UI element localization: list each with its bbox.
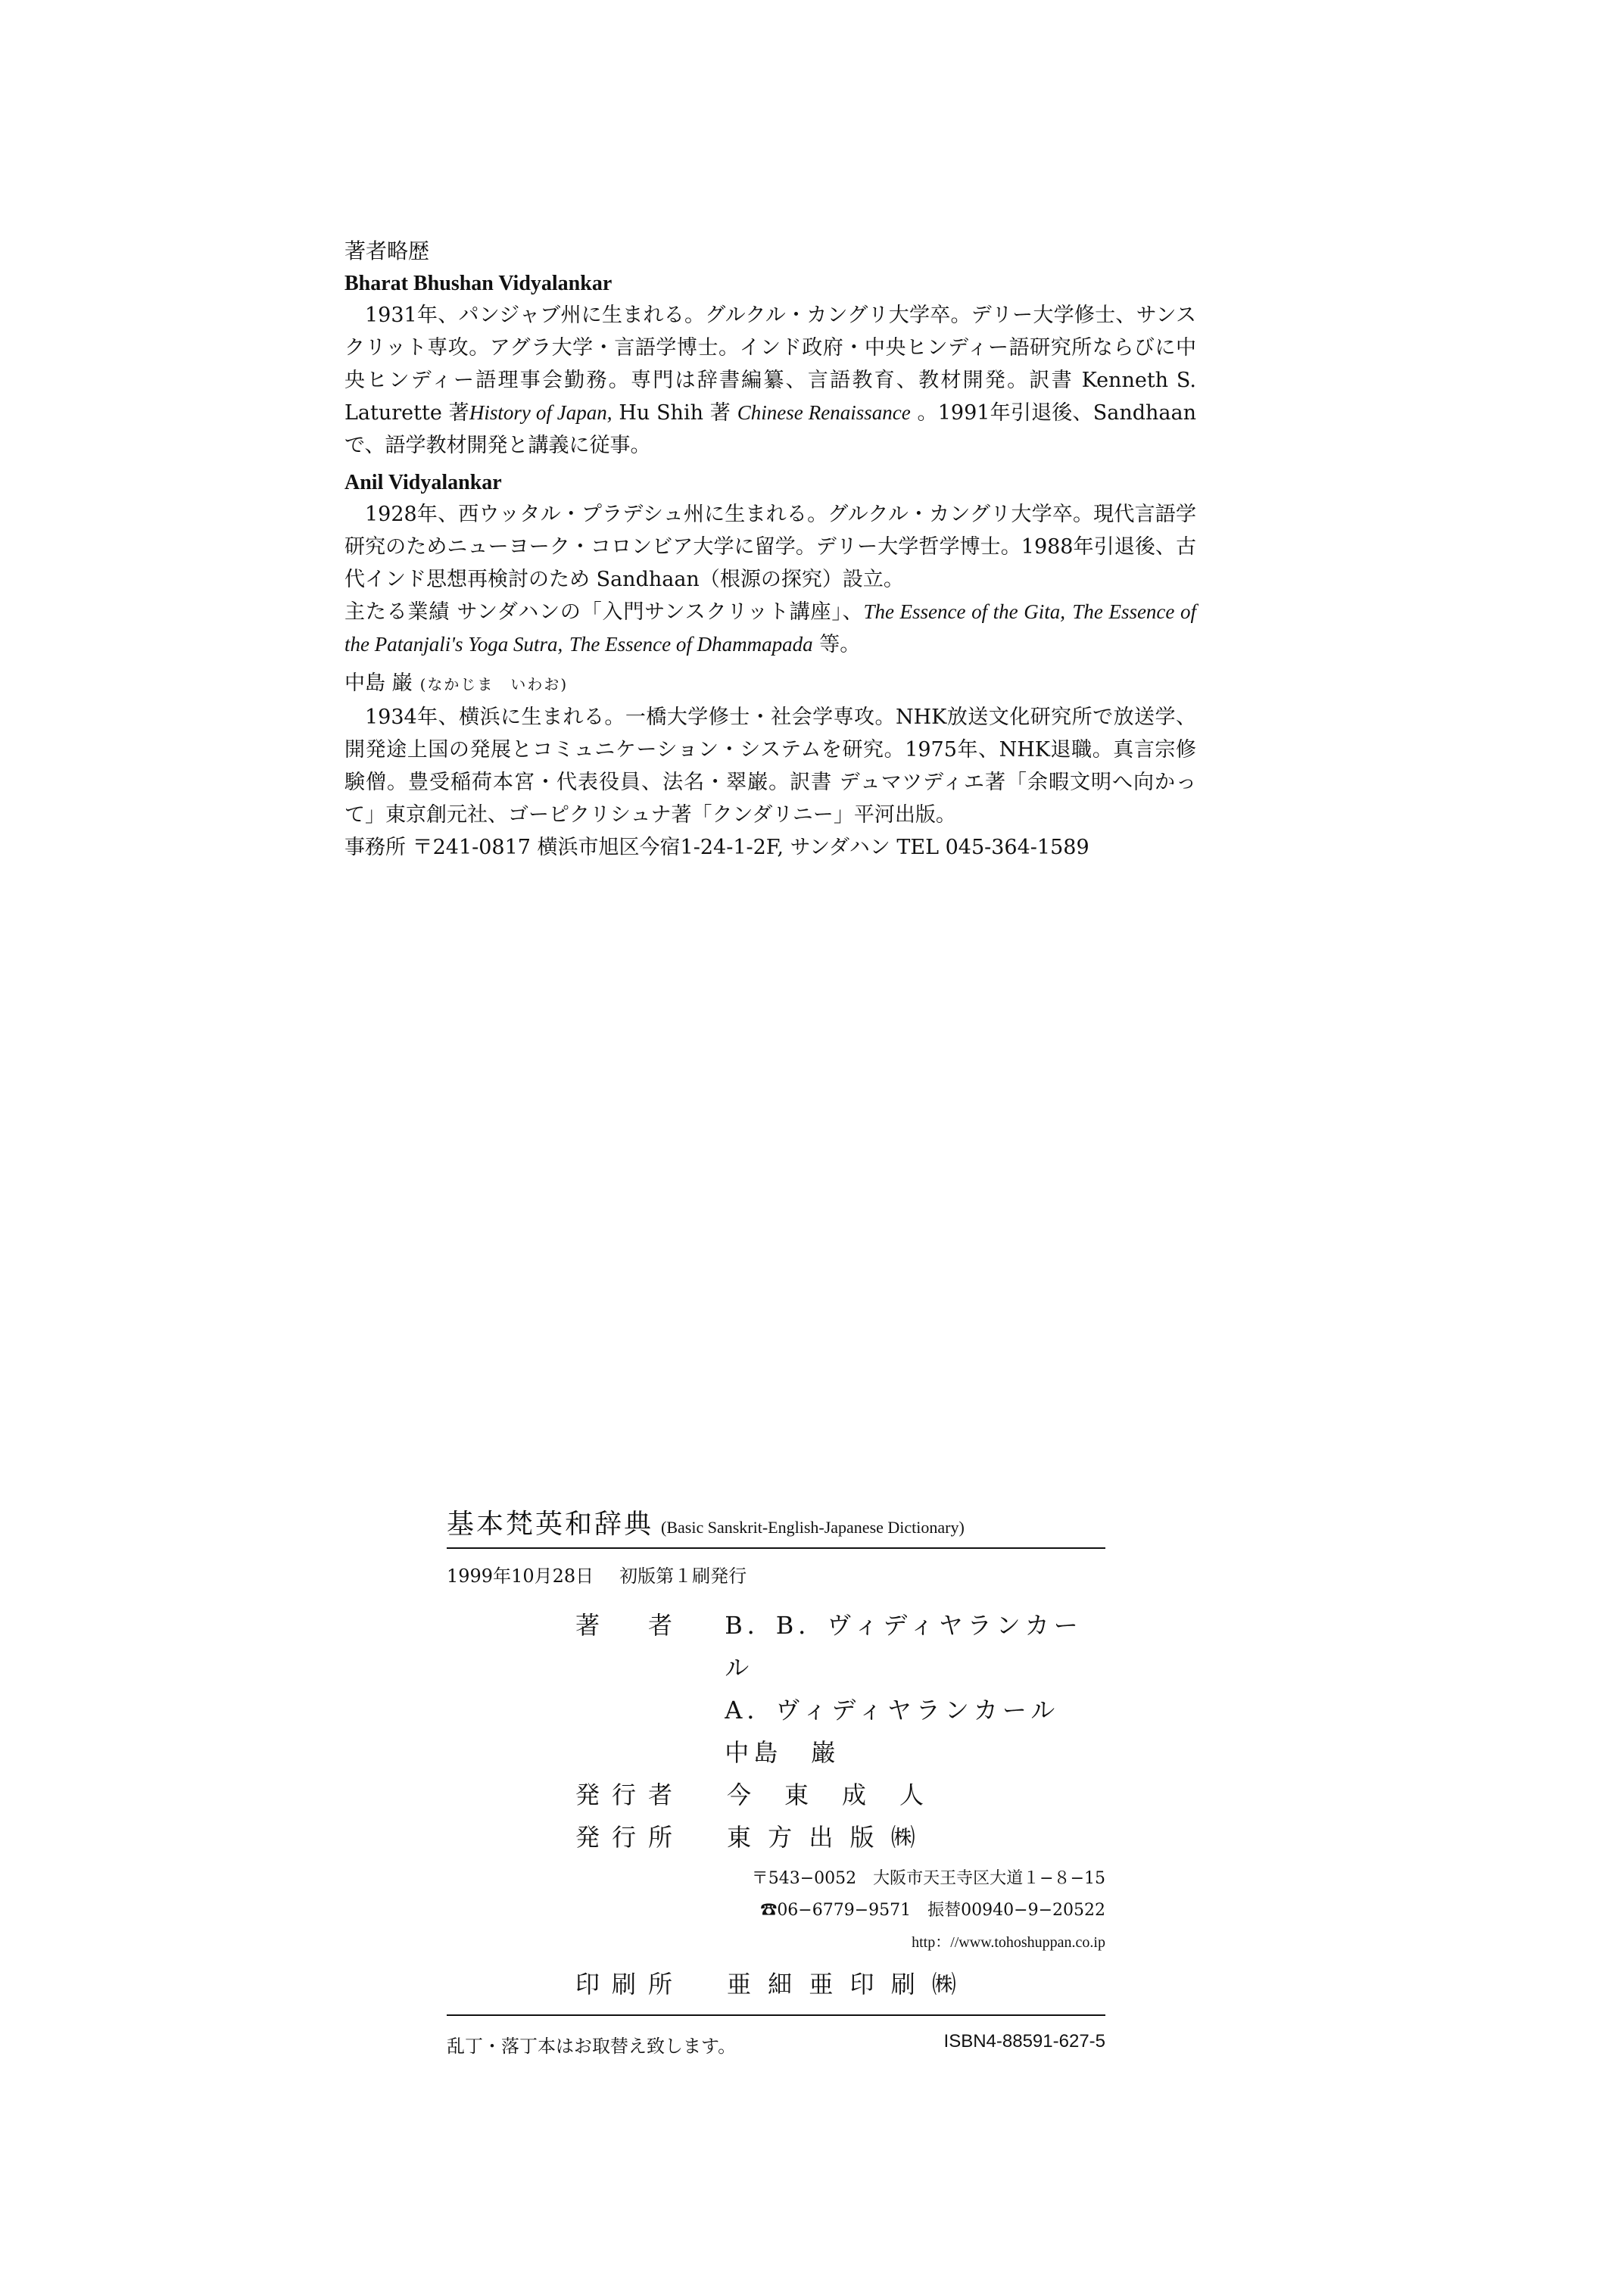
author1-bio-text3: 。1991年引退後、Sandhaanで、語学教材開発と講義に従事。 bbox=[344, 401, 1196, 457]
author2-bio: 1928年、西ウッタル・プラデシュ州に生まれる。グルクル・カングリ大学卒。現代言語学研究のためニューヨーク・コロンビア大学に留学。デリー大学哲学博士。1988年引退後、古代インド思想再検討のため Sandhaan（根源の探究）設立。 bbox=[344, 503, 1196, 591]
isbn: ISBN4-88591-627-5 bbox=[943, 2031, 1105, 2052]
publisher-address-block bbox=[575, 1863, 1105, 1958]
author2-work1: The Essence of the Gita, bbox=[863, 600, 1065, 623]
publication-date bbox=[447, 1561, 1105, 1604]
office-address: 事務所 〒241-0817 横浜市旭区今宿1-24-1-2F, サンダハン TEL 045-364-1589 bbox=[344, 836, 1089, 859]
authors-label: 著 者 bbox=[575, 1611, 685, 1640]
author2-work3: The Essence of Dhammapada bbox=[569, 633, 813, 656]
author1-bio bbox=[344, 299, 1196, 462]
author1-name: Bharat Bhushan Vidyalankar bbox=[344, 272, 613, 295]
author1-book1: History of Japan, bbox=[469, 401, 613, 424]
issuer-row bbox=[575, 1774, 1105, 1816]
author2-works-intro: 主たる業績 サンダハンの「入門サンスクリット講座」、 bbox=[344, 600, 864, 624]
author-entry: 中島 巌 bbox=[725, 1738, 840, 1767]
author2-name: Anil Vidyalankar bbox=[344, 471, 502, 494]
publisher-address: 〒543−0052 大阪市天王寺区大道１−８−15 bbox=[751, 1869, 1105, 1888]
replacement-notice: 乱丁・落丁本はお取替え致します。 bbox=[447, 2036, 737, 2057]
author3-reading: (なかじま いわお) bbox=[419, 675, 569, 693]
book-title bbox=[447, 1503, 1105, 1549]
book-title-en: (Basic Sanskrit-English-Japanese Dictionary) bbox=[661, 1518, 965, 1537]
date-text: 1999年10月28日 bbox=[447, 1566, 594, 1587]
author2-works bbox=[344, 596, 1196, 661]
author2-work2: The Essence of the Patanjali's Yoga Sutra, bbox=[344, 600, 1196, 656]
authors-row bbox=[575, 1604, 1105, 1774]
book-title-ja: 基本梵英和辞典 bbox=[447, 1509, 654, 1540]
author3-bio: 1934年、横浜に生まれる。一橋大学修士・社会学専攻。NHK放送文化研究所で放送学、開発途上国の発展とコミュニケーション・システムを研究。1975年、NHK退職。真言宗修験僧。豊受稲荷本宮・代表役員、法名・翠巌。訳書 デュマツディエ著「余暇文明へ向かって」東京創元社、ゴーピクリシュナ著「クンダリニー」平河出版。 bbox=[344, 706, 1196, 827]
author2-works-end: 等。 bbox=[812, 633, 861, 656]
colophon bbox=[447, 1503, 1105, 2058]
printer-label: 印刷所 bbox=[575, 1970, 685, 1999]
printer-row bbox=[575, 1963, 1105, 2005]
issuer-label: 発行者 bbox=[575, 1781, 685, 1809]
publisher-url: http：//www.tohoshuppan.co.ip bbox=[912, 1934, 1105, 1951]
printer-value: 亜 細 亜 印 刷 ㈱ bbox=[727, 1970, 961, 1999]
author-biographies bbox=[344, 235, 1196, 864]
author-entry: A．ヴィディヤランカール bbox=[725, 1696, 1060, 1724]
author1-bio-text2: Hu Shih 著 bbox=[612, 401, 737, 425]
publisher-row bbox=[575, 1816, 1105, 1858]
author3-header bbox=[344, 667, 1196, 701]
credits bbox=[575, 1604, 1105, 2005]
author1-bio-text: 1931年、パンジャブ州に生まれる。グルクル・カングリ大学卒。デリー大学修士、サンスクリット専攻。アグラ大学・言語学博士。インド政府・中央ヒンディー語研究所ならびに中央ヒンディー語理事会勤務。専門は辞書編纂、言語教育、教材開発。訳書 Kenneth S. Laturette 著 bbox=[344, 304, 1196, 425]
author-entry: B．B．ヴィディヤランカール bbox=[725, 1611, 1083, 1682]
edition-text: 初版第１刷発行 bbox=[619, 1566, 747, 1587]
author3-name: 中島 巌 bbox=[344, 671, 413, 695]
issuer-value: 今 東 成 人 bbox=[727, 1781, 929, 1809]
author1-book2: Chinese Renaissance bbox=[737, 401, 911, 424]
publisher-phone: ☎06−6779−9571 振替00940−9−20522 bbox=[760, 1901, 1105, 1920]
publisher-value: 東 方 出 版 ㈱ bbox=[727, 1823, 920, 1852]
bio-heading: 著者略歴 bbox=[344, 238, 430, 263]
authors-list bbox=[725, 1604, 1105, 1774]
publisher-label: 発行所 bbox=[575, 1823, 685, 1852]
colophon-footer bbox=[447, 2014, 1105, 2058]
